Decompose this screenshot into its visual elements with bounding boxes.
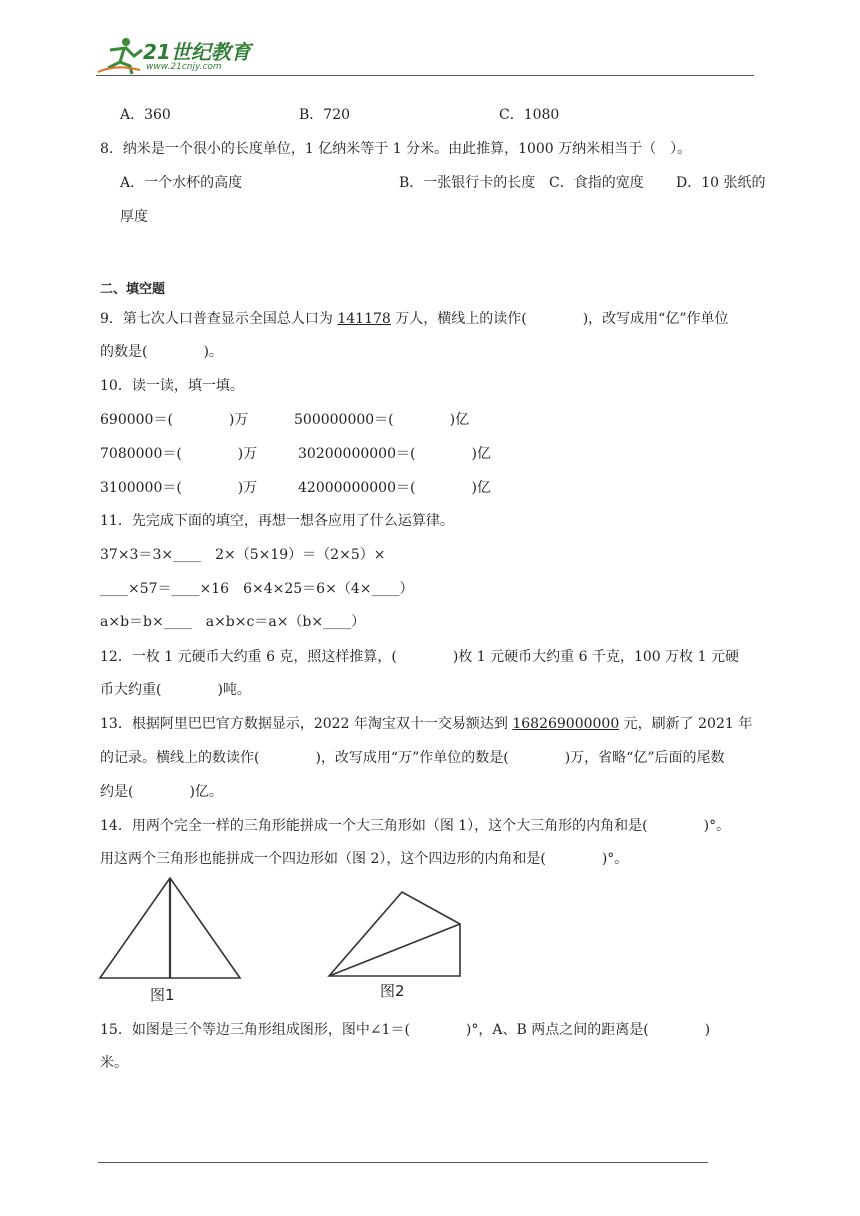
q13-underlined-number: 168269000000: [512, 716, 620, 732]
q8-option-d-continued: 厚度: [120, 209, 148, 225]
q9-line1: [100, 309, 729, 329]
figure-2-quadrilateral: [326, 888, 466, 980]
q10-row1-left: 690000＝( )万: [100, 412, 249, 428]
q10-row3-right: 42000000000＝( )亿: [298, 480, 491, 496]
logo-text: 21世纪教育: [143, 40, 251, 64]
q10-row2-right: 30200000000＝( )亿: [298, 446, 491, 462]
q7-option-a: A．360: [120, 107, 171, 123]
q11-line2: ____×57＝____×16 6×4×25＝6×（4×____）: [100, 581, 414, 597]
q13-line2: 的记录。横线上的数读作( )，改写成用“万”作单位的数是( )万，省略“亿”后面的尾数: [100, 750, 725, 766]
q13-text-part1: 13．根据阿里巴巴官方数据显示，2022 年淘宝双十一交易额达到: [100, 716, 513, 732]
q10-stem: 10．读一读，填一填。: [100, 378, 244, 394]
q8-stem: 8．纳米是一个很小的长度单位，1 亿纳米等于 1 分米。由此推算，1000 万纳米相当于（ ）。: [100, 141, 692, 157]
q10-row2-left: 7080000＝( )万: [100, 446, 258, 462]
q13-line1: [100, 714, 752, 734]
q11-stem: 11．先完成下面的填空，再想一想各应用了什么运算律。: [100, 513, 454, 529]
q9-line2: 的数是( )。: [100, 344, 223, 360]
q14-line2: 用这两个三角形也能拼成一个四边形如（图 2），这个四边形的内角和是( )°。: [100, 851, 629, 867]
figure-1-triangles: [96, 874, 246, 982]
q11-line1: 37×3＝3×____ 2×（5×19）＝（2×5）×: [100, 547, 386, 563]
header-divider: [96, 75, 754, 76]
q8-option-c: C．食指的宽度: [549, 175, 644, 191]
q14-line1: 14．用两个完全一样的三角形能拼成一个大三角形如（图 1），这个大三角形的内角和是( )°。: [100, 818, 731, 834]
q7-option-c: C．1080: [499, 107, 560, 123]
q15-line2: 米。: [100, 1055, 128, 1071]
q12-line2: 币大约重( )吨。: [100, 682, 251, 698]
q7-option-b: B．720: [299, 107, 351, 123]
q10-row1-right: 500000000＝( )亿: [294, 412, 470, 428]
q13-text-part2: 元，刷新了 2021 年: [619, 716, 753, 732]
q8-option-b: B．一张银行卡的长度: [399, 175, 536, 191]
section-title-fill-in: 二、填空题: [100, 282, 166, 297]
q8-option-d: D．10 张纸的: [676, 175, 766, 191]
q9-underlined-number: 141178: [337, 311, 391, 327]
q12-line1: 12．一枚 1 元硬币大约重 6 克，照这样推算，( )枚 1 元硬币大约重 6 千克，100 万枚 1 元硬: [100, 649, 739, 665]
q11-line3: a×b＝b×____ a×b×c＝a×（b×____）: [100, 614, 366, 630]
q10-row3-left: 3100000＝( )万: [100, 480, 258, 496]
q8-option-a: A．一个水杯的高度: [120, 175, 243, 191]
q15-line1: 15．如图是三个等边三角形组成图形，图中∠1＝( )°，A、B 两点之间的距离是( ): [100, 1022, 711, 1038]
q13-line3: 约是( )亿。: [100, 784, 223, 800]
footer-divider: [98, 1162, 708, 1163]
q9-text-part1: 9．第七次人口普查显示全国总人口为: [100, 311, 338, 327]
figure-1-label: 图1: [150, 986, 175, 1004]
q9-text-part2: 万人，横线上的读作( )，改写成用“亿”作单位: [390, 311, 729, 327]
logo-url: www.21cnjy.com: [146, 62, 222, 72]
figure-2-label: 图2: [380, 982, 405, 1000]
